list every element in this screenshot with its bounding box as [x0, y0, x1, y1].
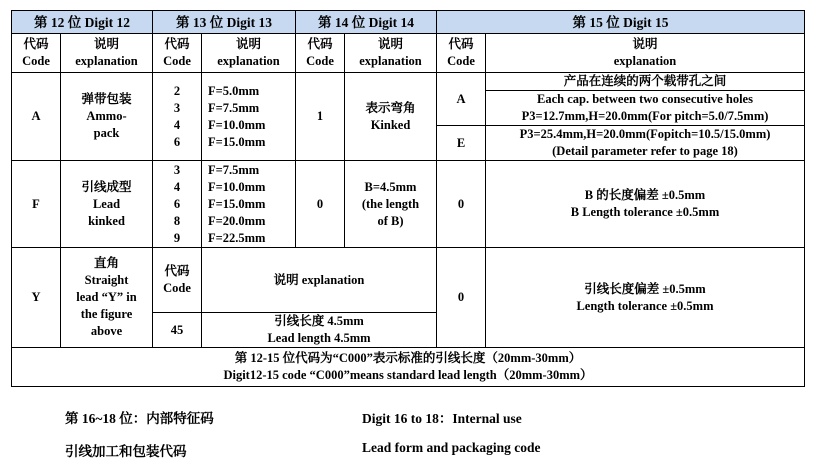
note-row: [12, 348, 805, 387]
subheader-explanation: 说明 explanation: [345, 34, 437, 73]
subheader-code: 代码 Code: [296, 34, 345, 73]
inner-code-label: 代码 Code: [153, 248, 202, 313]
header-digit-12: 第 12 位 Digit 12: [12, 11, 153, 34]
header-digit-14: 第 14 位 Digit 14: [296, 11, 437, 34]
subheader-code: 代码 Code: [12, 34, 61, 73]
d15-e-en: P3=25.4mm,H=20.0mm(Fopitch=10.5/15.0mm) (Detail parameter refer to page 18): [486, 126, 805, 161]
d15-a-cn: 产品在连续的两个载带孔之间: [486, 73, 805, 91]
code-f: F: [12, 161, 61, 248]
d13-values-f: F=7.5mm F=10.0mm F=15.0mm F=20.0mm F=22.5mm: [202, 161, 296, 248]
d14-explanation-f: B=4.5mm (the length of B): [345, 161, 437, 248]
subheader-explanation: 说明 explanation: [202, 34, 296, 73]
explanation-lead-kinked: 引线成型 Lead kinked: [61, 161, 153, 248]
subheader-code: 代码 Code: [153, 34, 202, 73]
d14-code-f: 0: [296, 161, 345, 248]
footer-digit16-18-cn: 第 16~18 位：内部特征码: [65, 411, 214, 426]
d13-codes-a: 2 3 4 6: [153, 73, 202, 161]
inner-explanation-45: 引线长度 4.5mm Lead length 4.5mm: [202, 313, 437, 348]
header-row: [12, 11, 805, 34]
explanation-ammo-pack: 弹带包装 Ammo- pack: [61, 73, 153, 161]
d13-values-a: F=5.0mm F=7.5mm F=10.0mm F=15.0mm: [202, 73, 296, 161]
row-f: [12, 161, 805, 248]
d15-code-e: E: [437, 126, 486, 161]
subheader-explanation: 说明 explanation: [486, 34, 805, 73]
inner-explanation-label: 说明 explanation: [202, 248, 437, 313]
row-a: [12, 73, 805, 91]
d15-explanation-y: 引线长度偏差 ±0.5mm Length tolerance ±0.5mm: [486, 248, 805, 348]
footer-lead-form-en: Lead form and packaging code: [362, 440, 541, 455]
inner-code-45: 45: [153, 313, 202, 348]
subheader-explanation: 说明 explanation: [61, 34, 153, 73]
explanation-straight-lead: 直角 Straight lead “Y” in the figure above: [61, 248, 153, 348]
footer-digit16-18-en: Digit 16 to 18：Internal use: [362, 411, 522, 426]
d15-code-f: 0: [437, 161, 486, 248]
subheader-row: [12, 34, 805, 73]
standard-lead-note: 第 12-15 位代码为“C000”表示标准的引线长度（20mm-30mm） Digit12-15 code “C000”means standard lead length（20mm-30mm）: [12, 348, 805, 387]
d14-code-kinked: 1: [296, 73, 345, 161]
subheader-code: 代码 Code: [437, 34, 486, 73]
d15-code-y: 0: [437, 248, 486, 348]
d15-explanation-f: B 的长度偏差 ±0.5mm B Length tolerance ±0.5mm: [486, 161, 805, 248]
row-y: [12, 248, 805, 313]
code-a: A: [12, 73, 61, 161]
code-y: Y: [12, 248, 61, 348]
d15-code-a: A: [437, 73, 486, 126]
d14-explanation-kinked: 表示弯角 Kinked: [345, 73, 437, 161]
header-digit-13: 第 13 位 Digit 13: [153, 11, 296, 34]
footer-lead-form-cn: 引线加工和包装代码: [65, 444, 187, 459]
header-digit-15: 第 15 位 Digit 15: [437, 11, 805, 34]
d13-codes-f: 3 4 6 8 9: [153, 161, 202, 248]
d15-a-en: Each cap. between two consecutive holes P3=12.7mm,H=20.0mm(For pitch=5.0/7.5mm): [486, 91, 805, 126]
digit-spec-table: [11, 10, 805, 387]
